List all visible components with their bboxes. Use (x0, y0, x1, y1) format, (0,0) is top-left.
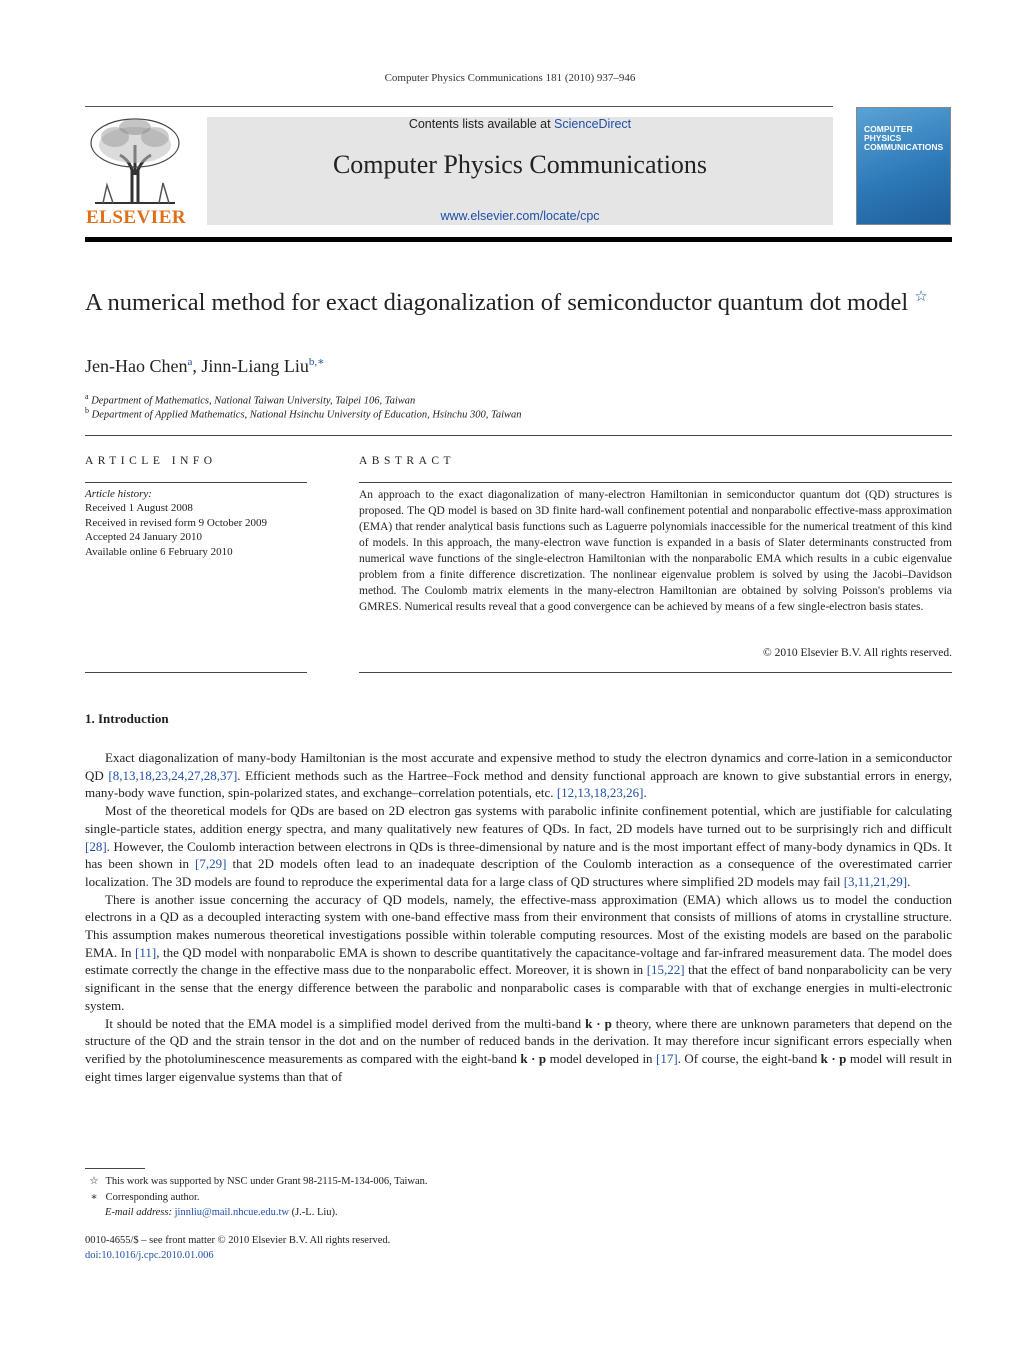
text-run: model developed in (546, 1050, 657, 1066)
paragraph (85, 749, 952, 802)
contents-prefix: Contents lists available at (408, 117, 555, 131)
kp-symbol: k · p (820, 1050, 847, 1066)
affiliation (85, 392, 415, 407)
bottom-info (85, 1233, 390, 1263)
article-title-text: A numerical method for exact diagonalization of semiconductor quantum dot model (85, 289, 909, 317)
article-history (85, 487, 307, 559)
citation-link[interactable]: [7,29] (195, 856, 227, 872)
article-info-bottom-rule (85, 672, 307, 673)
header-thick-rule (85, 237, 952, 242)
author-list (85, 355, 325, 377)
citation-link[interactable]: [11] (135, 944, 157, 960)
footnotes (85, 1174, 952, 1221)
journal-url-link[interactable]: www.elsevier.com/locate/cpc (440, 209, 600, 223)
header-rule (85, 106, 833, 107)
citation-link[interactable]: [12,13,18,23,26] (556, 785, 644, 801)
history-item: Received 1 August 2008 (85, 502, 193, 515)
paragraph (85, 891, 952, 1015)
author-name: Jen-Hao Chen (85, 356, 188, 376)
history-item: Received in revised form 9 October 2009 (85, 516, 268, 529)
author-affil-mark[interactable]: b,∗ (308, 356, 325, 368)
footnote-text: Corresponding author. (105, 1191, 200, 1203)
abstract-bottom-rule (359, 672, 952, 673)
text-run: Exact diagonalization of many-body Hamiltonian is the most accurate and expensive method to study the electron dynamics and corre-lation in a semiconductor QD (85, 750, 952, 783)
paragraph (85, 1015, 952, 1086)
text-run: . (643, 785, 647, 801)
footnote (85, 1190, 952, 1206)
affiliation-mark: a (85, 392, 89, 401)
text-run: Most of the theoretical models for QDs are based on 2D electron gas systems with parabolic infinite confinement potential, which are justifiable for calculating single-particle states, addition energy spectra, and many qualitatively new features of QDs. In fact, 2D models have turned out to be surprisingly rich and difficult (85, 803, 952, 836)
cover-title: COMPUTER PHYSICS COMMUNICATIONS (864, 124, 944, 152)
text-run: . Efficient methods such as the Hartree–Fock method and density functional approach are known to give substantial errors in energy, many-body wave function, spin-polarized states, and exchange–correlation potentials, etc. (85, 767, 952, 801)
kp-symbol: k · p (520, 1050, 547, 1066)
email-suffix: (J.-L. Liu). (288, 1207, 338, 1218)
abstract-text: An approach to the exact diagonalization of many-electron Hamiltonian in semiconductor quantum dot (QD) structures is proposed. The QD model is based on 3D finite hard-wall confinement potential and nonparabolic effective-mass approximation (EMA) that render analytical basis functions such as Laguerre polynomials inaccessible for the numerical treatment of this kind of models. In this approach, the many-electron wave function is expanded in a basis of Slater determinants constructed from numerical wave functions of the single-electron Hamiltonian with the nonparabolic EMA which results in a cubic eigenvalue problem from a finite difference discretization. The nonlinear eigenvalue problem is solved by using the Jacobi–Davidson method. The Coulomb matrix elements in the many-electron Hamiltonian are obtained by solving Poisson's problems via GMRES. Numerical results reveal that a good convergence can be achieved by means of a few single-electron basis states. (359, 489, 952, 613)
footnote-rule (85, 1168, 145, 1169)
paragraph (85, 802, 952, 891)
citation-link[interactable]: [17] (656, 1050, 678, 1066)
history-label: Article history: (85, 488, 152, 500)
footnote-symbol: ☆ (89, 1176, 99, 1187)
affiliation-text: Department of Mathematics, National Taiwan University, Taipei 106, Taiwan (91, 395, 416, 407)
text-run: that the effect of band nonparabolicity can be very significant in the sense that the energy difference between the parabolic and nonparabolic cases is comparable with that of exchange energies in multi-electronic system. (85, 962, 952, 1013)
footnote-text: This work was supported by NSC under Grant 98-2115-M-134-006, Taiwan. (105, 1176, 428, 1187)
author-affil-mark[interactable]: a (187, 356, 193, 368)
abstract-rule (359, 482, 952, 483)
article-title (85, 283, 952, 317)
text-run: It should be noted that the EMA model is a simplified model derived from the multi-band (105, 1015, 586, 1031)
text-run: . (907, 873, 911, 889)
abstract-heading: ABSTRACT (359, 455, 456, 467)
citation-link[interactable]: [28] (85, 838, 107, 854)
contents-line (207, 117, 833, 131)
introduction-body (85, 749, 952, 1085)
citation-link[interactable]: [3,11,21,29] (843, 873, 908, 889)
author-separator: , (192, 356, 202, 376)
text-run: model will result in eight times larger eigenvalue systems than that of (85, 1050, 952, 1084)
text-run: , the QD model with nonparabolic EMA is shown to describe quantitatively the capacitance-voltage and far-infrared measurement data. The model does estimate correctly the change in the effective mass due to the nonparabolic effect. Moreover, it is shown in (85, 944, 952, 978)
text-run: There is another issue concerning the accuracy of QD models, namely, the effective-mass approximation (EMA) which allows us to model the conduction electrons in a QD as a decoupled interacting system with one-band effective mass from their environment that consists of millions of atoms in crystalline structure. This assumption makes numerous theoretical investigations possible within tolerable computing resources. Most of the existing models are based on the parabolic EMA. In (85, 891, 952, 960)
email-label: E-mail address: (105, 1207, 172, 1218)
citation-link[interactable]: [15,22] (646, 962, 685, 978)
affiliation-text: Department of Applied Mathematics, National Hsinchu University of Education, Hsinchu 300, Taiwan (91, 409, 522, 421)
text-run: that 2D models often lead to an inadequate description of the Coulomb interaction as a consequence of the overestimated carrier localization. The 3D models are found to reproduce the experimental data for a large class of QD structures where simplified 2D models may fail (85, 856, 952, 889)
journal-citation: Computer Physics Communications 181 (2010) 937–946 (384, 72, 636, 84)
kp-symbol: k · p (585, 1015, 612, 1031)
text-run: . However, the Coulomb interaction between electrons in QDs is three-dimensional by nature and is the most important effect of many-body dynamics in QDs. It has been shown in (85, 838, 952, 872)
text-run: theory, where there are unknown parameters that depend on the structure of the QD and the strain tensor in the dot and on the number of reduced bands in the derivation. It may therefore incur significant errors especially when verified by the photoluminescence measurements as compared with the eight-band (85, 1015, 953, 1066)
text-run: . Of course, the eight-band (677, 1050, 821, 1066)
introduction-heading: 1. Introduction (85, 711, 169, 726)
journal-title: Computer Physics Communications (332, 150, 708, 179)
section-rule (85, 435, 952, 436)
author-name: Jinn-Liang Liu (201, 356, 309, 376)
affiliation-mark: b (85, 406, 89, 415)
article-info-heading: ARTICLE INFO (85, 455, 217, 467)
history-item: Accepted 24 January 2010 (85, 531, 202, 544)
title-footnote-mark[interactable]: ☆ (914, 289, 928, 305)
article-info-rule (85, 482, 307, 483)
elsevier-wordmark: ELSEVIER (86, 207, 187, 228)
affiliation (85, 406, 522, 421)
footnote-email (85, 1205, 952, 1221)
footnote-symbol: ∗ (90, 1191, 98, 1203)
citation-link[interactable]: [8,13,18,23,24,27,28,37] (108, 767, 238, 783)
email-link[interactable]: jinnliu@mail.nhcue.edu.tw (174, 1207, 289, 1218)
issn-line: 0010-4655/$ – see front matter © 2010 Elsevier B.V. All rights reserved. (85, 1235, 391, 1246)
abstract-copyright: © 2010 Elsevier B.V. All rights reserved. (763, 647, 952, 659)
sciencedirect-link[interactable]: ScienceDirect (554, 117, 632, 131)
doi-link[interactable]: doi:10.1016/j.cpc.2010.01.006 (85, 1250, 214, 1261)
history-item: Available online 6 February 2010 (85, 545, 233, 558)
footnote (85, 1174, 952, 1190)
